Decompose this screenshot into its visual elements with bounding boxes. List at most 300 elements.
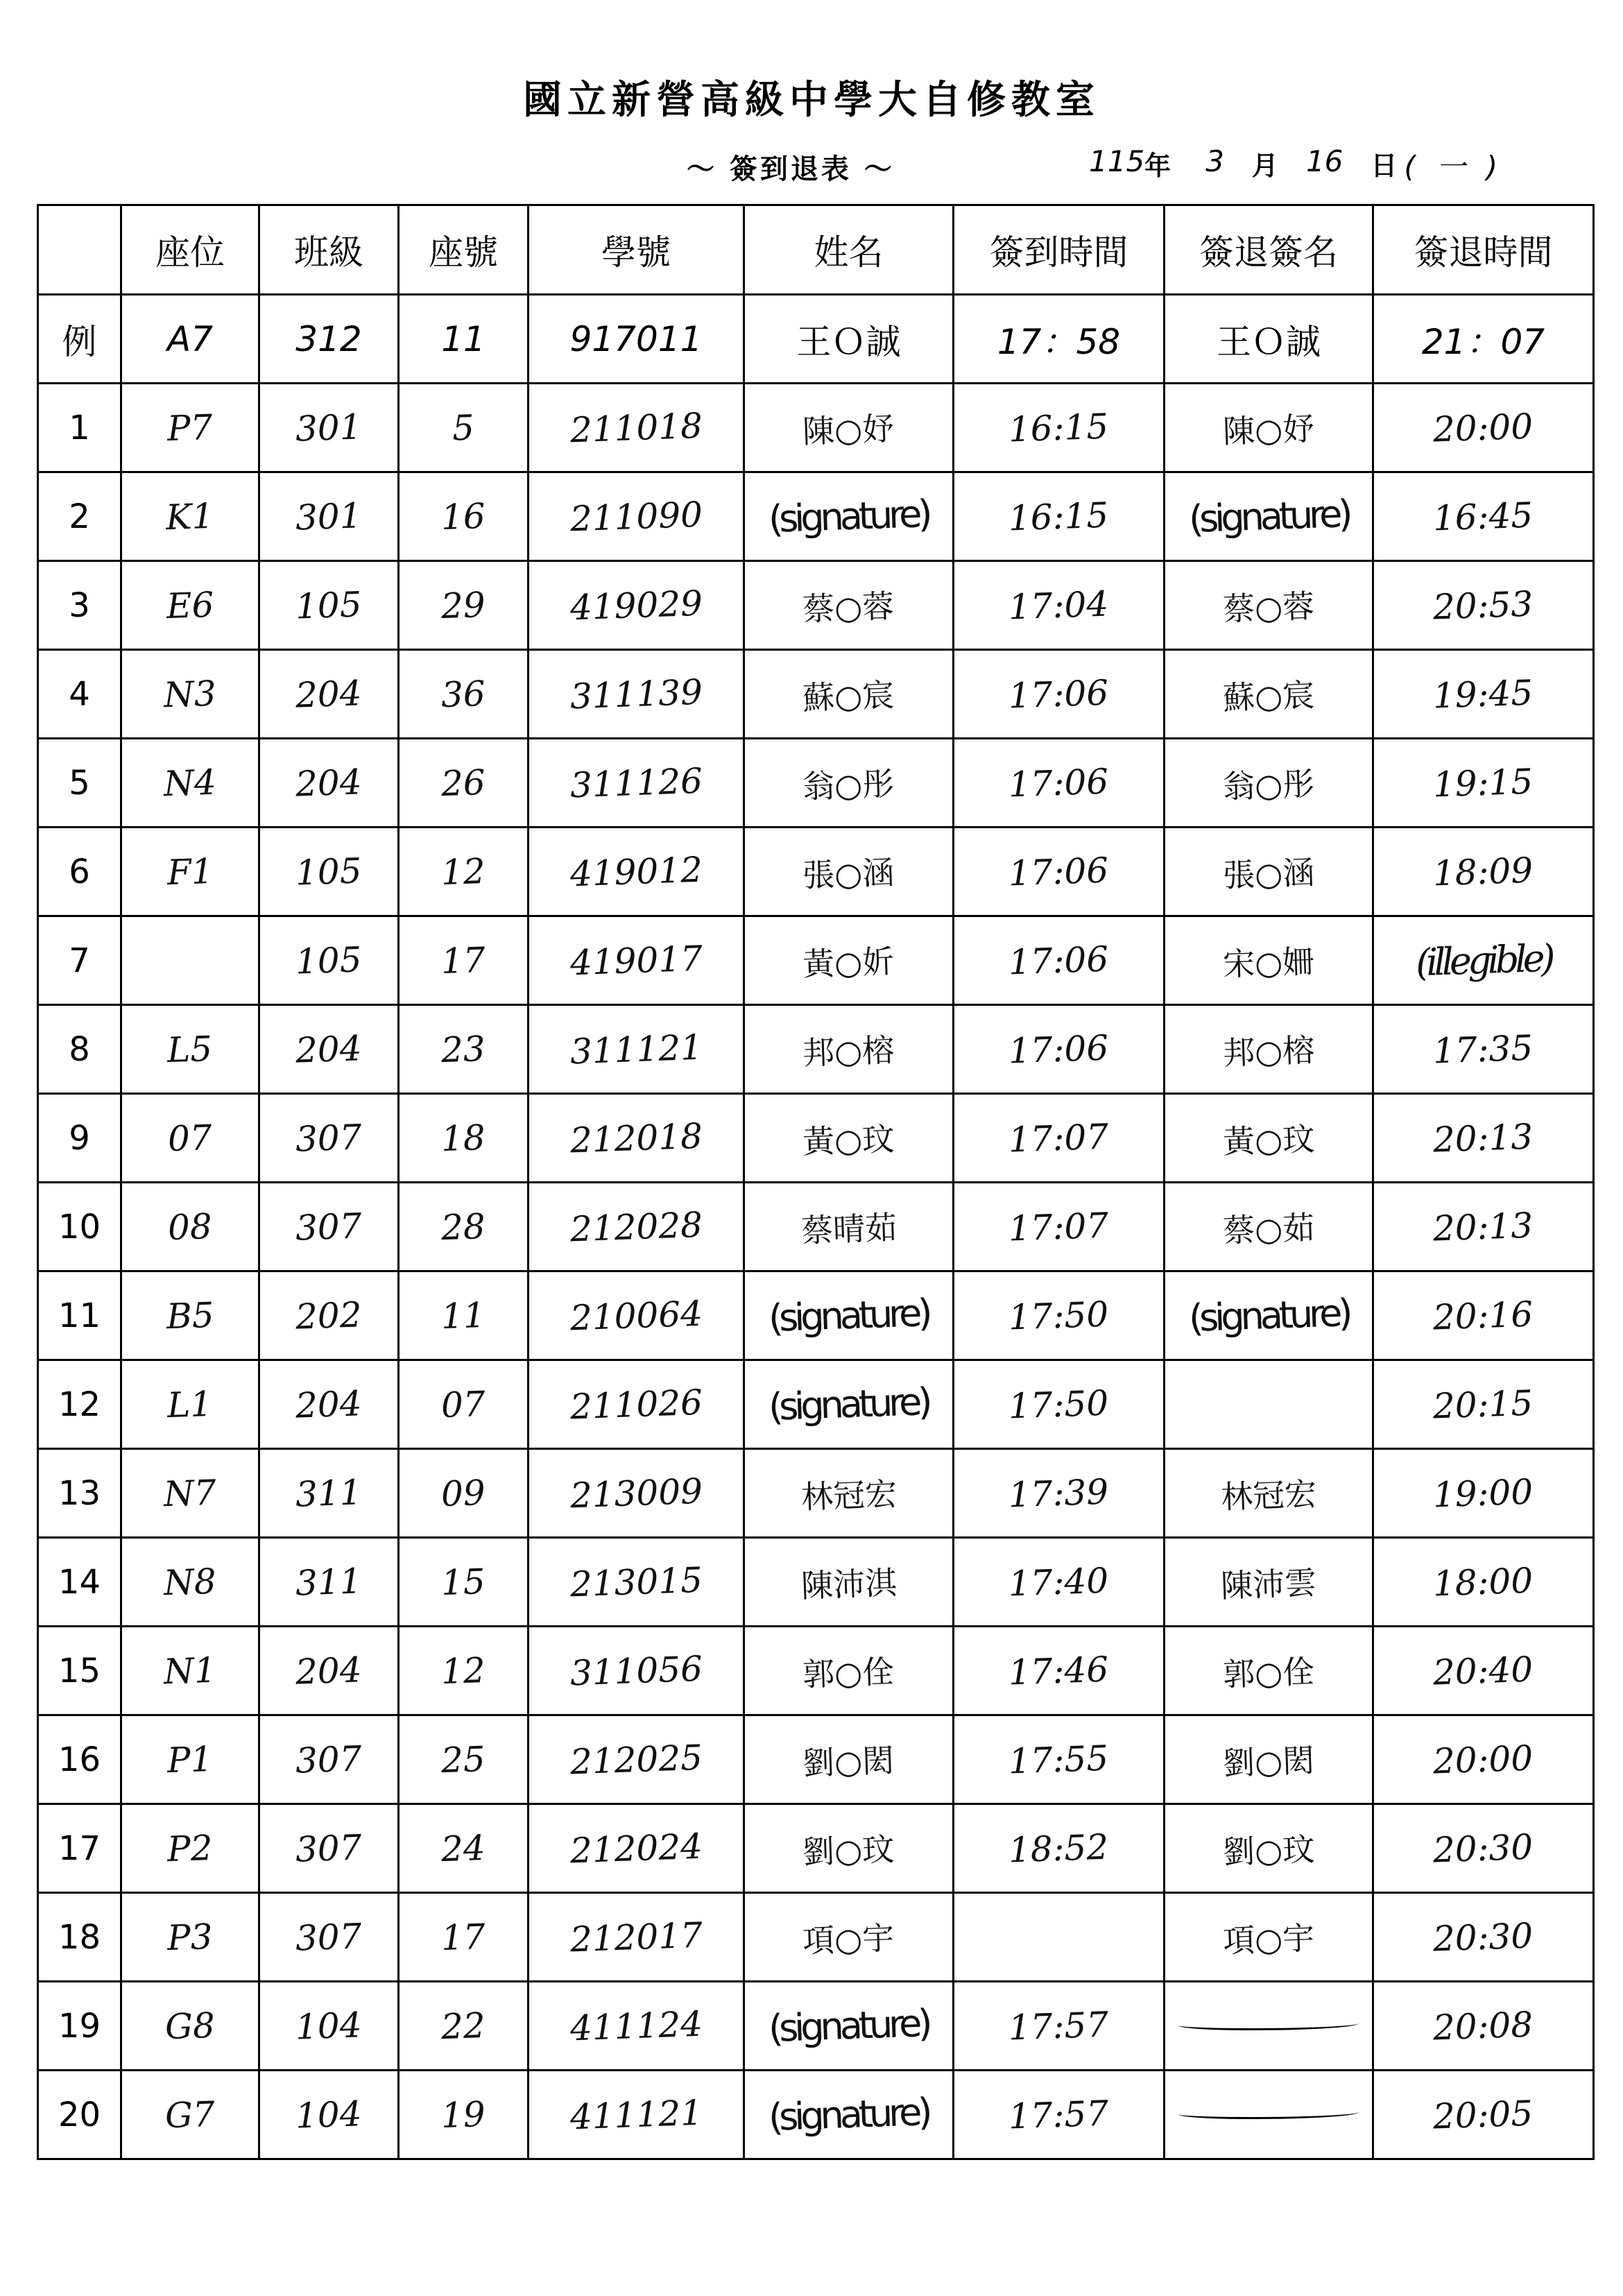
seat-cell-text: G7 [164, 2093, 216, 2136]
table-row [38, 561, 1594, 650]
name-signature-cell-text: (signature) [768, 2001, 929, 2051]
checkin-time-cell [954, 1804, 1165, 1893]
checkout-signature-cell [1165, 828, 1373, 916]
checkout-signature-cell [1165, 1538, 1373, 1627]
row-number: 13 [38, 1449, 121, 1538]
student-id-cell [529, 1271, 744, 1360]
checkin-time-cell-text: 17:50 [1008, 1294, 1110, 1337]
student-id-cell [529, 561, 744, 650]
checkout-time-cell-text: 20:30 [1432, 1915, 1534, 1959]
col-header-number: 座號 [399, 205, 529, 295]
checkout-signature-cell-text: 劉○玟 [1222, 1830, 1316, 1871]
seat-cell [121, 1627, 259, 1715]
name-signature-cell [744, 472, 954, 561]
student-id-cell [529, 1183, 744, 1271]
table-row [38, 1183, 1594, 1271]
student-id-cell [529, 1804, 744, 1893]
name-signature-cell [744, 1094, 954, 1183]
row-number: 11 [38, 1271, 121, 1360]
date-day: 16 [1305, 144, 1343, 178]
checkout-time-cell [1373, 650, 1594, 739]
name-signature-cell-text: 黃○妡 [802, 942, 895, 983]
checkout-time-cell-text: 18:00 [1432, 1560, 1534, 1604]
seat-cell-text: N8 [163, 1561, 217, 1603]
checkin-time-cell-text: 17:57 [1008, 2093, 1110, 2136]
date-day-label: 日 [1371, 150, 1398, 181]
checkin-time-cell [954, 472, 1165, 561]
seat-cell-text: G8 [164, 2005, 216, 2047]
student-id-cell-text: 419012 [569, 849, 703, 894]
seat-number-cell [399, 1893, 529, 1982]
seat-number-cell-text: 5 [452, 406, 475, 449]
table-row [38, 1538, 1594, 1627]
seat-number-cell-text: 23 [440, 1028, 486, 1070]
table-row [38, 1449, 1594, 1538]
student-id-cell-text: 212025 [569, 1737, 703, 1782]
seat-cell [121, 1804, 259, 1893]
student-id-cell-text: 311056 [569, 1648, 703, 1693]
checkout-time-cell-text: 20:53 [1432, 583, 1534, 627]
class-cell-text: 204 [295, 1027, 363, 1071]
name-signature-cell [744, 1538, 954, 1627]
name-signature-cell [744, 1893, 954, 1982]
checkout-time-cell [1373, 1449, 1594, 1538]
student-id-cell-text: 212024 [569, 1826, 703, 1871]
checkout-signature-cell [1165, 650, 1373, 739]
checkout-signature-cell-text: 陳沛雲 [1220, 1563, 1318, 1604]
seat-number-cell [399, 384, 529, 472]
checkout-time-cell-text: 20:13 [1432, 1116, 1534, 1160]
seat-number-cell-text: 12 [440, 1650, 486, 1692]
seat-number-cell-text: 09 [440, 1472, 486, 1514]
class-cell [259, 1271, 399, 1360]
example-name: 王Ｏ誠 [744, 295, 954, 384]
example-row [38, 295, 1594, 384]
student-id-cell-text: 411124 [569, 2003, 703, 2048]
seat-number-cell [399, 1360, 529, 1449]
checkin-time-cell [954, 1360, 1165, 1449]
table-header-row [38, 205, 1594, 295]
checkout-signature-cell-text: 蘇○宸 [1222, 676, 1316, 717]
class-cell-text: 105 [295, 939, 363, 982]
checkin-time-cell-text: 17:50 [1008, 1382, 1110, 1426]
row-number: 7 [38, 916, 121, 1005]
seat-number-cell-text: 07 [440, 1383, 486, 1425]
seat-cell-text: L5 [166, 1028, 214, 1070]
row-number: 8 [38, 1005, 121, 1094]
checkout-signature-cell-text: 劉○閎 [1222, 1741, 1316, 1782]
name-signature-cell [744, 650, 954, 739]
name-signature-cell [744, 561, 954, 650]
table-row [38, 2071, 1594, 2159]
name-signature-cell [744, 1271, 954, 1360]
name-signature-cell-text: 邦○榕 [802, 1031, 895, 1072]
name-signature-cell [744, 1360, 954, 1449]
date-month: 3 [1205, 144, 1224, 178]
col-header-index [38, 205, 121, 295]
col-header-checkout-time: 簽退時間 [1373, 205, 1594, 295]
seat-number-cell [399, 1804, 529, 1893]
student-id-cell [529, 1893, 744, 1982]
seat-cell [121, 650, 259, 739]
name-signature-cell-text: 郭○佺 [802, 1652, 895, 1693]
document-subtitle: ～ 簽到退表 ～ [687, 153, 895, 185]
class-cell [259, 2071, 399, 2159]
seat-cell [121, 1982, 259, 2071]
row-number: 3 [38, 561, 121, 650]
name-signature-cell-text: 蘇○宸 [802, 676, 895, 717]
seat-cell-text: 07 [167, 1117, 213, 1159]
checkout-time-cell [1373, 1893, 1594, 1982]
checkout-signature-cell-text: 郭○佺 [1222, 1652, 1316, 1693]
student-id-cell [529, 1982, 744, 2071]
checkin-time-cell [954, 1893, 1165, 1982]
example-student-id: 917011 [529, 295, 744, 384]
checkout-signature-cell [1165, 1893, 1373, 1982]
seat-number-cell [399, 472, 529, 561]
seat-cell-text: N7 [163, 1472, 217, 1514]
example-checkout-signature: 王Ｏ誠 [1165, 295, 1373, 384]
row-number: 15 [38, 1627, 121, 1715]
seat-cell-text: P3 [166, 1916, 214, 1958]
checkin-time-cell [954, 1094, 1165, 1183]
student-id-cell-text: 311121 [569, 1027, 703, 1072]
seat-cell-text: 08 [167, 1206, 213, 1248]
student-id-cell-text: 213015 [569, 1559, 703, 1604]
name-signature-cell-text: 翁○彤 [802, 764, 895, 805]
seat-number-cell [399, 2071, 529, 2159]
checkout-time-cell [1373, 472, 1594, 561]
row-number: 20 [38, 2071, 121, 2159]
student-id-cell [529, 1715, 744, 1804]
seat-number-cell [399, 1449, 529, 1538]
class-cell [259, 1982, 399, 2071]
row-number: 2 [38, 472, 121, 561]
seat-number-cell [399, 1183, 529, 1271]
class-cell-text: 104 [295, 2004, 363, 2048]
seat-number-cell-text: 17 [440, 939, 486, 982]
checkin-time-cell-text: 17:07 [1008, 1116, 1110, 1160]
checkout-signature-cell [1165, 1627, 1373, 1715]
seat-cell-text: K1 [165, 495, 215, 538]
name-signature-cell [744, 1449, 954, 1538]
row-number: 6 [38, 828, 121, 916]
seat-cell [121, 1183, 259, 1271]
name-signature-cell [744, 1804, 954, 1893]
date-weekday: (一) [1404, 150, 1519, 184]
example-number: 11 [399, 295, 529, 384]
seat-cell [121, 2071, 259, 2159]
student-id-cell-text: 212018 [569, 1115, 703, 1160]
table-row [38, 1360, 1594, 1449]
seat-cell [121, 916, 259, 1005]
row-number: 16 [38, 1715, 121, 1804]
checkout-signature-cell-text: 陳○妤 [1222, 409, 1316, 450]
checkout-time-cell-text: 19:00 [1432, 1471, 1534, 1515]
class-cell-text: 301 [295, 406, 363, 449]
name-signature-cell [744, 739, 954, 828]
seat-cell [121, 1360, 259, 1449]
signature-line [1178, 2019, 1359, 2030]
table-row [38, 739, 1594, 828]
checkout-time-cell-text: 20:00 [1432, 406, 1534, 449]
checkout-signature-cell [1165, 1982, 1373, 2071]
checkin-time-cell [954, 1449, 1165, 1538]
checkout-time-cell-text: 20:08 [1432, 2004, 1534, 2048]
checkout-signature-cell [1165, 739, 1373, 828]
checkout-time-cell [1373, 1183, 1594, 1271]
checkout-signature-cell-text: 張○涵 [1222, 853, 1316, 894]
seat-number-cell-text: 17 [440, 1916, 486, 1958]
class-cell-text: 204 [295, 1649, 363, 1693]
checkout-signature-cell-text: 蔡○蓉 [1222, 587, 1316, 628]
checkout-time-cell-text: 20:16 [1432, 1294, 1534, 1337]
name-signature-cell [744, 916, 954, 1005]
example-checkin-time: 17：58 [954, 295, 1165, 384]
seat-cell [121, 739, 259, 828]
name-signature-cell [744, 1627, 954, 1715]
checkin-time-cell [954, 1538, 1165, 1627]
seat-number-cell-text: 26 [440, 762, 486, 804]
checkout-time-cell-text: 19:45 [1432, 672, 1534, 716]
class-cell-text: 311 [295, 1560, 363, 1604]
row-number: 4 [38, 650, 121, 739]
checkout-signature-cell-text: 項○宇 [1222, 1919, 1316, 1960]
checkout-signature-cell [1165, 2071, 1373, 2159]
seat-cell [121, 1094, 259, 1183]
row-number: 5 [38, 739, 121, 828]
checkin-time-cell-text: 17:06 [1008, 850, 1110, 893]
checkin-time-cell-text: 17:06 [1008, 939, 1110, 982]
checkout-time-cell [1373, 384, 1594, 472]
checkin-time-cell [954, 1627, 1165, 1715]
name-signature-cell [744, 384, 954, 472]
checkout-time-cell [1373, 1360, 1594, 1449]
checkin-time-cell [954, 1271, 1165, 1360]
col-header-class: 班級 [259, 205, 399, 295]
class-cell [259, 1005, 399, 1094]
class-cell [259, 1183, 399, 1271]
class-cell [259, 1627, 399, 1715]
student-id-cell-text: 211018 [569, 405, 703, 450]
class-cell [259, 1360, 399, 1449]
class-cell-text: 311 [295, 1471, 363, 1515]
class-cell [259, 1538, 399, 1627]
example-class: 312 [259, 295, 399, 384]
class-cell [259, 1804, 399, 1893]
seat-number-cell-text: 29 [440, 584, 486, 626]
seat-number-cell-text: 19 [440, 2093, 486, 2136]
table-row [38, 1982, 1594, 2071]
seat-cell [121, 1893, 259, 1982]
class-cell-text: 204 [295, 1382, 363, 1426]
seat-cell [121, 472, 259, 561]
table-row [38, 1893, 1594, 1982]
checkout-time-cell [1373, 828, 1594, 916]
seat-cell-text: E6 [165, 584, 215, 626]
seat-number-cell-text: 18 [440, 1117, 486, 1159]
table-row [38, 472, 1594, 561]
student-id-cell [529, 472, 744, 561]
class-cell [259, 739, 399, 828]
checkout-time-cell-text: 20:05 [1432, 2093, 1534, 2136]
checkin-time-cell [954, 650, 1165, 739]
class-cell-text: 202 [295, 1294, 363, 1337]
checkin-time-cell-text: 18:52 [1008, 1826, 1110, 1870]
table-row [38, 1804, 1594, 1893]
name-signature-cell-text: 蔡○蓉 [802, 587, 895, 628]
checkin-time-cell [954, 916, 1165, 1005]
student-id-cell [529, 916, 744, 1005]
table-row [38, 1005, 1594, 1094]
checkout-time-cell-text: 19:15 [1432, 761, 1534, 805]
name-signature-cell [744, 2071, 954, 2159]
checkout-signature-cell [1165, 1271, 1373, 1360]
class-cell [259, 916, 399, 1005]
checkout-signature-cell-text: (signature) [1187, 491, 1350, 542]
checkout-time-cell [1373, 2071, 1594, 2159]
checkin-time-cell [954, 1715, 1165, 1804]
checkin-time-cell-text: 17:06 [1008, 761, 1110, 805]
checkin-time-cell [954, 828, 1165, 916]
name-signature-cell [744, 1005, 954, 1094]
name-signature-cell-text: (signature) [768, 491, 929, 542]
table-row [38, 1627, 1594, 1715]
name-signature-cell-text: 林冠宏 [800, 1475, 898, 1516]
seat-number-cell-text: 36 [440, 673, 486, 715]
seat-cell [121, 1271, 259, 1360]
student-id-cell [529, 1005, 744, 1094]
name-signature-cell-text: 蔡晴茹 [800, 1208, 898, 1249]
seat-cell-text: L1 [166, 1383, 214, 1425]
name-signature-cell-text: 陳○妤 [802, 409, 895, 450]
table-row [38, 828, 1594, 916]
student-id-cell-text: 211090 [569, 494, 703, 539]
name-signature-cell-text: (signature) [768, 1290, 929, 1341]
seat-number-cell [399, 561, 529, 650]
class-cell-text: 204 [295, 672, 363, 716]
table-row [38, 1271, 1594, 1360]
checkin-time-cell-text: 17:55 [1008, 1738, 1110, 1781]
student-id-cell [529, 1094, 744, 1183]
class-cell-text: 307 [295, 1738, 363, 1781]
seat-number-cell-text: 25 [440, 1738, 486, 1781]
checkout-time-cell [1373, 739, 1594, 828]
student-id-cell [529, 1627, 744, 1715]
checkin-time-cell [954, 1005, 1165, 1094]
example-seat: A7 [121, 295, 259, 384]
seat-number-cell [399, 1271, 529, 1360]
seat-cell [121, 1538, 259, 1627]
student-id-cell-text: 419029 [569, 583, 703, 628]
seat-number-cell-text: 24 [440, 1827, 486, 1869]
checkin-time-cell [954, 739, 1165, 828]
checkout-time-cell [1373, 1982, 1594, 2071]
checkout-time-cell-text: (illegible) [1414, 936, 1552, 985]
seat-cell-text: F1 [166, 850, 214, 893]
checkout-time-cell [1373, 916, 1594, 1005]
checkin-time-cell-text: 17:40 [1008, 1560, 1110, 1604]
class-cell-text: 307 [295, 1205, 363, 1249]
checkout-time-cell-text: 16:45 [1432, 495, 1534, 538]
seat-cell [121, 561, 259, 650]
col-header-name: 姓名 [744, 205, 954, 295]
seat-number-cell-text: 28 [440, 1206, 486, 1248]
checkout-time-cell [1373, 1804, 1594, 1893]
seat-number-cell [399, 828, 529, 916]
class-cell-text: 307 [295, 1826, 363, 1870]
seat-number-cell [399, 650, 529, 739]
student-id-cell-text: 311139 [569, 671, 703, 717]
class-cell [259, 1094, 399, 1183]
example-label: 例 [38, 295, 121, 384]
row-number: 19 [38, 1982, 121, 2071]
row-number: 1 [38, 384, 121, 472]
student-id-cell [529, 1360, 744, 1449]
row-number: 10 [38, 1183, 121, 1271]
class-cell-text: 105 [295, 850, 363, 893]
seat-cell [121, 1005, 259, 1094]
class-cell [259, 650, 399, 739]
name-signature-cell [744, 1982, 954, 2071]
class-cell-text: 105 [295, 583, 363, 627]
checkout-time-cell [1373, 561, 1594, 650]
checkout-signature-cell-text: 黃○玟 [1222, 1120, 1316, 1160]
checkin-time-cell [954, 561, 1165, 650]
checkout-signature-cell-text: 邦○榕 [1222, 1031, 1316, 1072]
checkin-time-cell-text: 17:06 [1008, 672, 1110, 716]
checkout-signature-cell-text: 林冠宏 [1220, 1475, 1318, 1516]
checkout-time-cell-text: 20:13 [1432, 1205, 1534, 1249]
checkout-time-cell [1373, 1005, 1594, 1094]
seat-cell [121, 384, 259, 472]
class-cell-text: 204 [295, 761, 363, 805]
checkout-signature-cell [1165, 1804, 1373, 1893]
checkout-time-cell-text: 20:30 [1432, 1826, 1534, 1870]
class-cell [259, 472, 399, 561]
seat-number-cell-text: 16 [440, 495, 486, 538]
name-signature-cell-text: 劉○玟 [802, 1830, 895, 1871]
checkout-time-cell-text: 20:40 [1432, 1649, 1534, 1693]
document-title: 國立新營高級中學大自修教室 [523, 77, 1100, 123]
checkin-time-cell-text: 17:39 [1008, 1471, 1110, 1515]
checkout-signature-cell [1165, 1005, 1373, 1094]
row-number: 17 [38, 1804, 121, 1893]
name-signature-cell-text: (signature) [768, 2089, 929, 2140]
student-id-cell [529, 828, 744, 916]
student-id-cell-text: 210064 [569, 1293, 703, 1338]
student-id-cell-text: 211026 [569, 1382, 703, 1427]
checkout-signature-cell [1165, 1183, 1373, 1271]
student-id-cell [529, 650, 744, 739]
seat-number-cell [399, 1627, 529, 1715]
student-id-cell [529, 1538, 744, 1627]
seat-number-cell [399, 1982, 529, 2071]
student-id-cell [529, 1449, 744, 1538]
seat-number-cell [399, 739, 529, 828]
checkout-time-cell [1373, 1538, 1594, 1627]
class-cell [259, 1449, 399, 1538]
seat-number-cell-text: 11 [440, 1294, 486, 1337]
name-signature-cell-text: 張○涵 [802, 853, 895, 894]
row-number: 18 [38, 1893, 121, 1982]
checkout-signature-cell [1165, 472, 1373, 561]
seat-cell [121, 1715, 259, 1804]
class-cell [259, 1893, 399, 1982]
checkout-signature-cell-text: 翁○彤 [1222, 764, 1316, 805]
col-header-seat: 座位 [121, 205, 259, 295]
checkin-time-cell-text: 17:46 [1008, 1649, 1110, 1693]
